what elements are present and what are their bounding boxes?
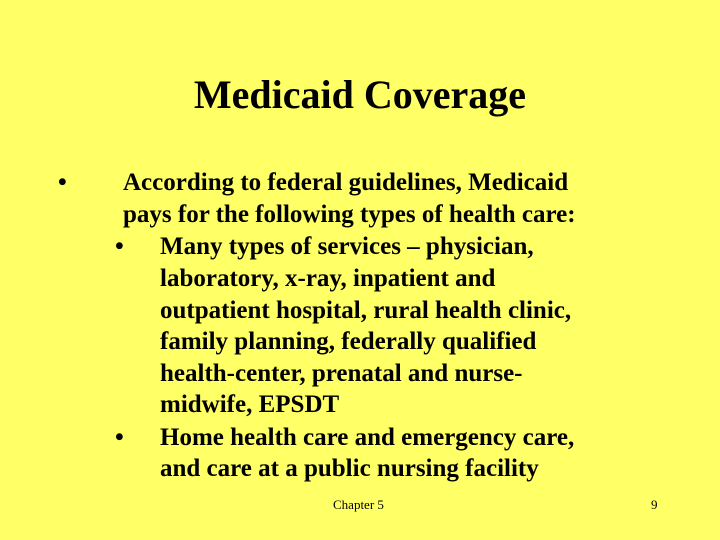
bullet-text-line: According to federal guidelines, Medicaid [123, 169, 569, 196]
sub-bullet-text-line: health-center, prenatal and nurse- [160, 360, 523, 387]
slide-title: Medicaid Coverage [193, 72, 527, 117]
bullet-marker: • [58, 169, 67, 196]
footer-page-number: 9 [651, 497, 658, 512]
sub-bullet-text-line: and care at a public nursing facility [160, 455, 539, 482]
sub-bullet-text-line: Many types of services – physician, [160, 233, 534, 260]
footer-chapter: Chapter 5 [333, 497, 384, 512]
sub-bullet-text-line: family planning, federally qualified [160, 328, 537, 355]
sub-bullet-text-line: outpatient hospital, rural health clinic, [160, 297, 572, 324]
sub-bullet-text-line: midwife, EPSDT [160, 391, 340, 418]
sub-bullet-text-line: laboratory, x-ray, inpatient and [160, 265, 496, 292]
sub-bullet-marker: • [115, 233, 124, 260]
sub-bullet-marker: • [115, 424, 124, 451]
sub-bullet-text-line: Home health care and emergency care, [160, 424, 575, 451]
bullet-text-line: pays for the following types of health care: [123, 201, 576, 228]
